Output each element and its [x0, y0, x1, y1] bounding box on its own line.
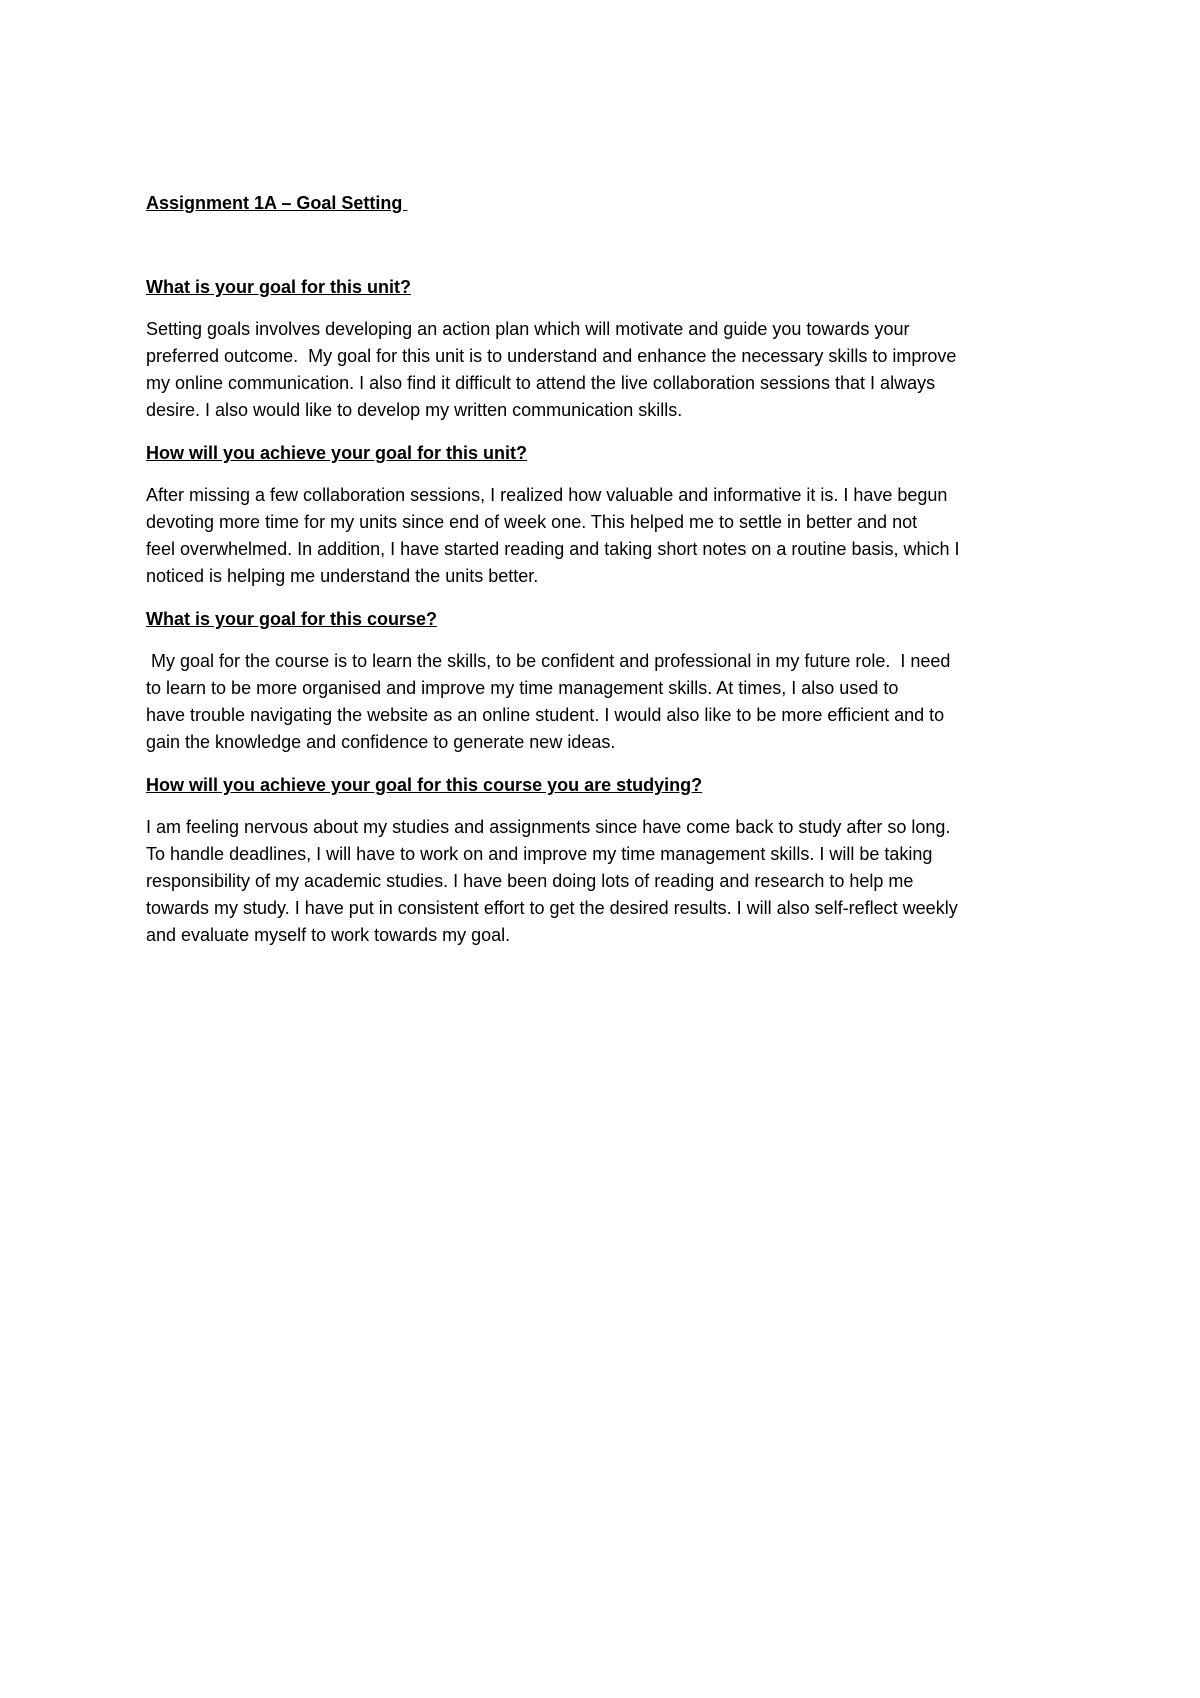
body-line: noticed is helping me understand the units better. — [146, 566, 539, 586]
section-body — [146, 648, 1066, 756]
body-line: my online communication. I also find it difficult to attend the live collaboration sessions that I always — [146, 373, 936, 393]
body-line: and evaluate myself to work towards my goal. — [146, 925, 511, 945]
section-unit-goal — [146, 274, 1066, 424]
body-line: I am feeling nervous about my studies and assignments since have come back to study after so long. — [146, 817, 951, 837]
section-heading: How will you achieve your goal for this unit? — [146, 443, 528, 463]
section-heading: What is your goal for this unit? — [146, 277, 411, 297]
body-line: After missing a few collaboration sessions, I realized how valuable and informative it is. I have begun — [146, 485, 948, 505]
body-line: To handle deadlines, I will have to work on and improve my time management skills. I will be taking — [146, 844, 933, 864]
body-line: desire. I also would like to develop my written communication skills. — [146, 400, 683, 420]
body-line: to learn to be more organised and improve my time management skills. At times, I also used to — [146, 678, 899, 698]
section-body — [146, 316, 1066, 424]
section-heading: What is your goal for this course? — [146, 609, 438, 629]
section-course-goal — [146, 606, 1066, 756]
section-body — [146, 482, 1066, 590]
body-line: gain the knowledge and confidence to generate new ideas. — [146, 732, 616, 752]
body-line: feel overwhelmed. In addition, I have started reading and taking short notes on a routine basis, which I — [146, 539, 960, 559]
body-line: responsibility of my academic studies. I have been doing lots of reading and research to help me — [146, 871, 914, 891]
section-heading: How will you achieve your goal for this course you are studying? — [146, 775, 703, 795]
section-body — [146, 814, 1066, 949]
body-line: towards my study. I have put in consistent effort to get the desired results. I will also self-reflect weekly — [146, 898, 958, 918]
document-title: Assignment 1A – Goal Setting — [146, 193, 408, 213]
body-line: devoting more time for my units since end of week one. This helped me to settle in better and not — [146, 512, 918, 532]
body-line: preferred outcome. My goal for this unit is to understand and enhance the necessary skills to improve — [146, 346, 957, 366]
body-line: have trouble navigating the website as an online student. I would also like to be more efficient and to — [146, 705, 945, 725]
body-line: My goal for the course is to learn the skills, to be confident and professional in my future role. I need — [146, 651, 951, 671]
document-page — [146, 190, 1066, 965]
body-line: Setting goals involves developing an action plan which will motivate and guide you towards your — [146, 319, 910, 339]
section-course-achieve — [146, 772, 1066, 949]
section-unit-achieve — [146, 440, 1066, 590]
